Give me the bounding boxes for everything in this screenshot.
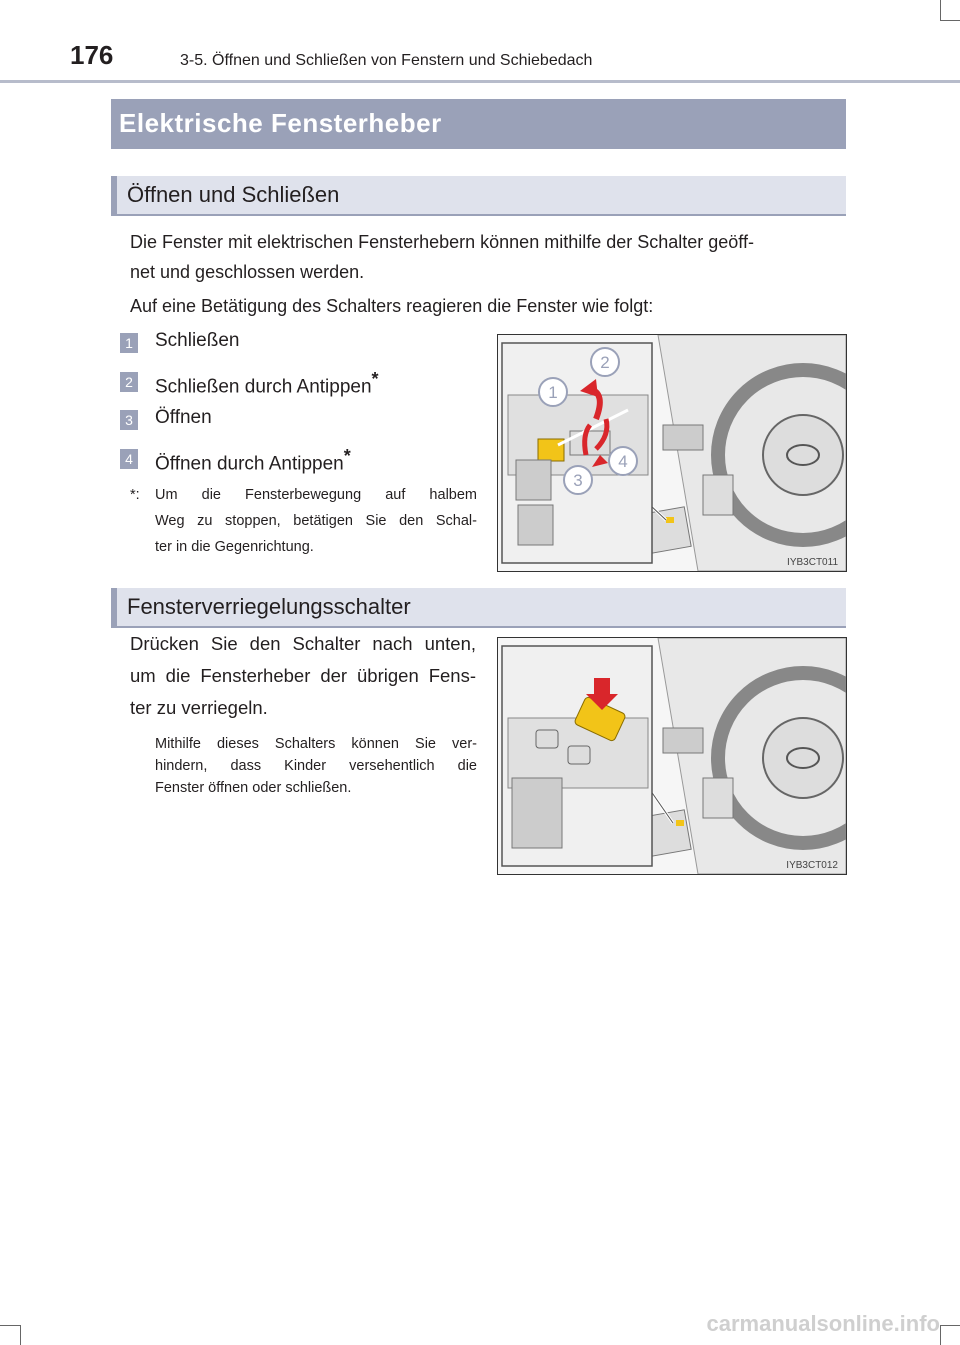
item-number: 3	[120, 410, 138, 430]
list-item	[155, 446, 351, 475]
list-item-label: Öffnen durch Antippen	[155, 453, 344, 475]
figure-code: IYB3CT011	[787, 557, 838, 568]
figure-window-switch	[497, 334, 847, 572]
figure-lock-switch	[497, 637, 847, 875]
paragraph-line: ter zu verriegeln.	[130, 697, 268, 718]
item-number: 1	[120, 333, 138, 353]
lock-note	[155, 733, 477, 799]
figure-code: IYB3CT012	[786, 860, 838, 871]
item-number: 4	[120, 449, 138, 469]
note-line: Fenster öffnen oder schließen.	[155, 780, 352, 796]
watermark: carmanualsonline.info	[706, 1311, 940, 1336]
intro-line: Die Fenster mit elektrischen Fensterhebern können mithilfe der Schalter geöff-	[130, 232, 754, 252]
crop-mark	[940, 1325, 960, 1326]
figure-illustration	[498, 638, 846, 874]
footnote-line: ter in die Gegenrichtung.	[155, 539, 314, 555]
callout-label: 2	[600, 353, 610, 372]
section-title-bar	[111, 99, 846, 149]
intro-line: net und geschlossen werden.	[130, 262, 365, 282]
intro-paragraph	[130, 227, 846, 287]
list-item	[155, 407, 212, 429]
lock-paragraph	[130, 628, 476, 724]
subsection-title-bar	[111, 588, 846, 628]
list-item-label: Schließen durch Antippen	[155, 376, 372, 398]
footnote	[155, 482, 477, 560]
crop-mark	[20, 1325, 21, 1345]
list-item	[155, 330, 240, 352]
callout-label: 4	[618, 452, 628, 471]
list-item-label: Öffnen	[155, 407, 212, 428]
lead-paragraph: Auf eine Betätigung des Schalters reagieren die Fenster wie folgt:	[130, 296, 654, 316]
item-number: 2	[120, 372, 138, 392]
subsection-title: Öffnen und Schließen	[127, 182, 340, 207]
figure-illustration	[498, 335, 846, 571]
section-title: Elektrische Fensterheber	[119, 108, 442, 138]
note-line: hindern, dass Kinder versehentlich die	[155, 758, 477, 774]
header-rule	[0, 80, 960, 83]
note-line: Mithilfe dieses Schalters können Sie ver-	[155, 736, 477, 752]
callout-label: 3	[573, 471, 583, 490]
crop-mark	[0, 1325, 20, 1326]
paragraph-line: Drücken Sie den Schalter nach unten,	[130, 633, 476, 654]
crop-mark	[940, 0, 941, 20]
footnote-line: Um die Fensterbewegung auf halbem	[155, 487, 477, 503]
list-item	[155, 369, 379, 398]
callout-label: 1	[548, 383, 558, 402]
footnote-mark: *:	[130, 487, 140, 503]
paragraph-line: um die Fensterheber der übrigen Fens-	[130, 665, 476, 686]
footnote-star: *	[343, 446, 351, 466]
subsection-title: Fensterverriegelungsschalter	[127, 594, 411, 619]
chapter-title: 3-5. Öffnen und Schließen von Fenstern und Schiebedach	[180, 52, 593, 69]
crop-mark	[940, 1325, 941, 1345]
crop-mark	[940, 20, 960, 21]
subsection-title-bar	[111, 176, 846, 216]
list-item-label: Schließen	[155, 330, 240, 351]
footnote-star: *	[371, 369, 379, 389]
footnote-line: Weg zu stoppen, betätigen Sie den Schal-	[155, 513, 477, 529]
page-number: 176	[70, 40, 114, 70]
